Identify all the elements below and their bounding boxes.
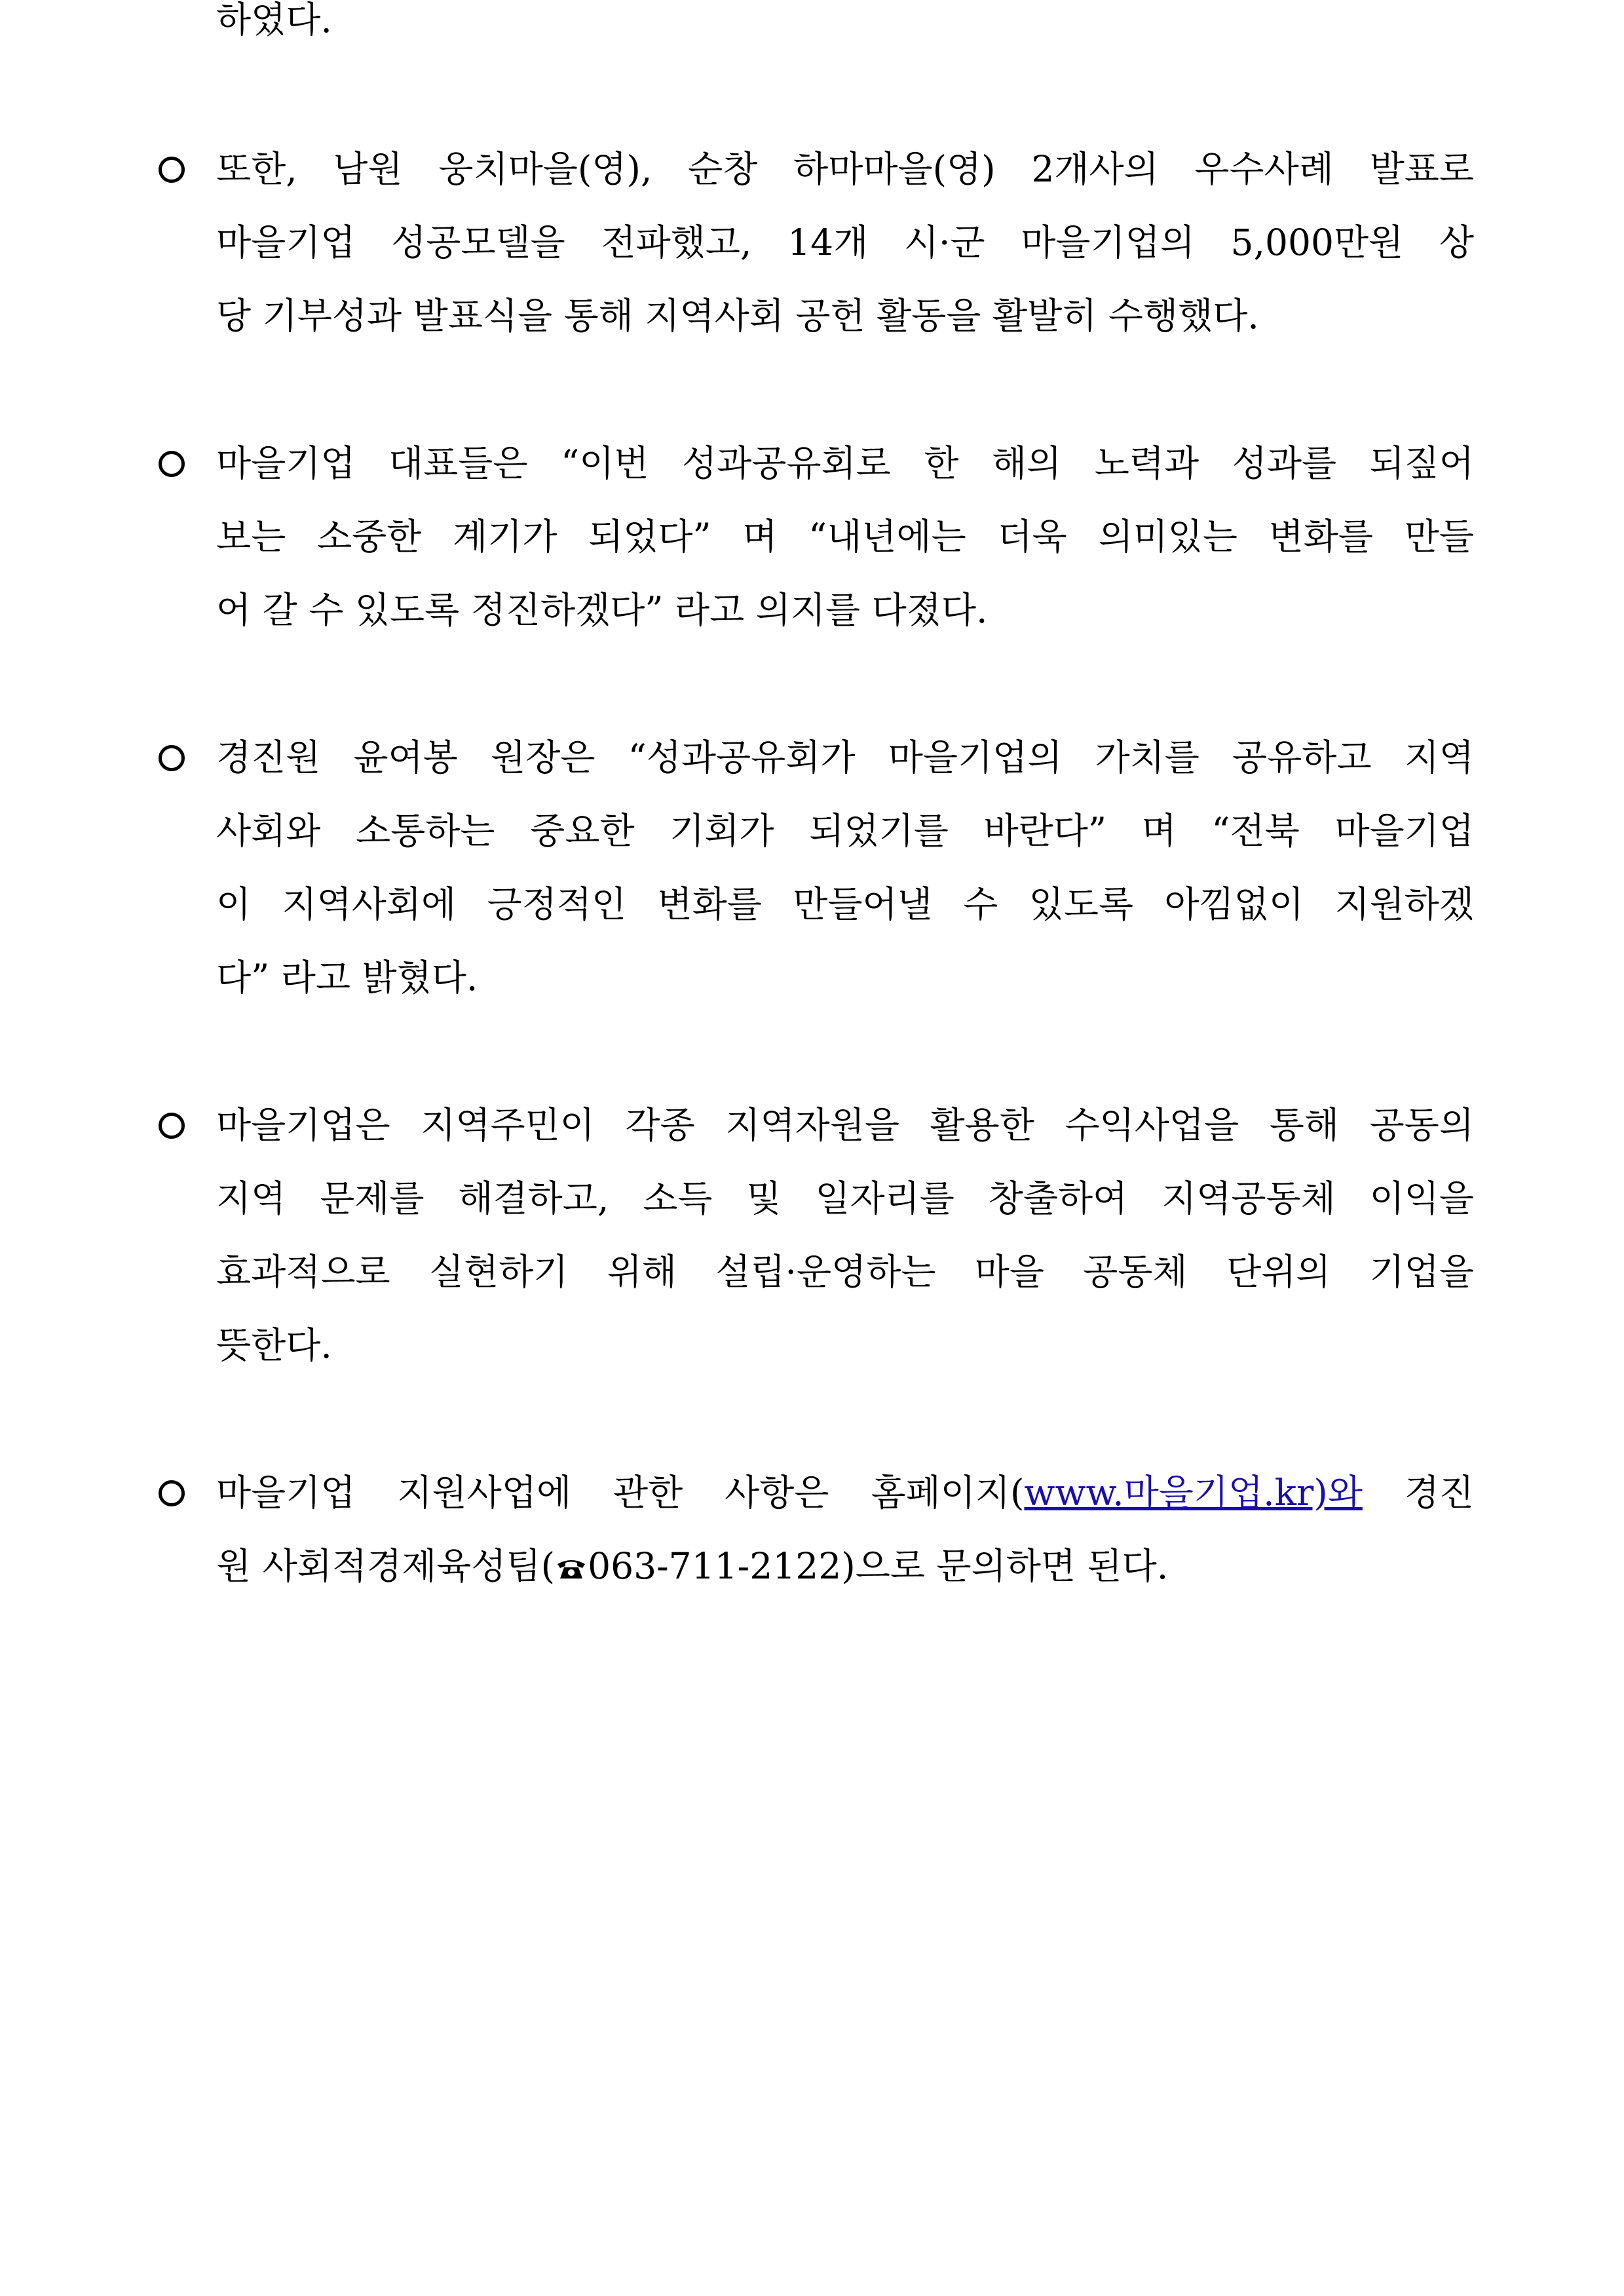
homepage-link[interactable]: www.마을기업.kr)와	[1024, 1472, 1363, 1514]
paragraph-2-line-3: 어 갈 수 있도록 정진하겠다” 라고 의지를 다졌다.	[216, 589, 988, 631]
paragraph-3-line-3: 이 지역사회에 긍정적인 변화를 만들어낼 수 있도록 아낌없이 지원하겠	[216, 883, 1474, 925]
paragraph-1-line-1: 또한, 남원 웅치마을(영), 순창 하마마을(영) 2개사의 우수사례 발표로	[216, 148, 1474, 190]
paragraph-4-line-3: 효과적으로 실현하기 위해 설립·운영하는 마을 공동체 단위의 기업을	[216, 1251, 1474, 1293]
paragraph-4-line-1: 마을기업은 지역주민이 각종 지역자원을 활용한 수익사업을 통해 공동의	[216, 1104, 1474, 1146]
paragraph-4-line-2: 지역 문제를 해결하고, 소득 및 일자리를 창출하여 지역공동체 이익을	[216, 1177, 1474, 1219]
paragraph-3-line-4: 다” 라고 밝혔다.	[216, 957, 478, 999]
bullet-circle-icon	[156, 731, 195, 784]
contact-text-before-link: 마을기업 지원사업에 관한 사항은 홈페이지(	[216, 1472, 1025, 1514]
phone-number: 063-711-2122	[588, 1545, 842, 1587]
contact-text-after-link: 경진	[1362, 1472, 1474, 1514]
paragraph-3-line-2: 사회와 소통하는 중요한 기회가 되었기를 바란다” 며 “전북 마을기업	[216, 810, 1474, 852]
bullet-circle-icon	[156, 1099, 195, 1151]
paragraph-2-line-2: 보는 소중한 계기가 되었다” 며 “내년에는 더욱 의미있는 변화를 만들	[216, 516, 1474, 558]
continuation-text: 하였다.	[216, 0, 332, 41]
bullet-circle-icon	[156, 143, 195, 195]
contact-line-1	[216, 1466, 1474, 1519]
contact-text-end: )으로 문의하면 된다.	[841, 1545, 1169, 1587]
paragraph-1-line-2: 마을기업 성공모델을 전파했고, 14개 시·군 마을기업의 5,000만원 상	[216, 221, 1474, 263]
paragraph-3-line-1: 경진원 윤여봉 원장은 “성과공유회가 마을기업의 가치를 공유하고 지역	[216, 737, 1474, 778]
paragraph-4-line-4: 뜻한다.	[216, 1324, 332, 1366]
bullet-circle-icon	[156, 437, 195, 489]
telephone-icon	[555, 1540, 588, 1592]
bullet-circle-icon	[156, 1466, 195, 1519]
paragraph-1-line-3: 당 기부성과 발표식을 통해 지역사회 공헌 활동을 활발히 수행했다.	[216, 295, 1259, 337]
team-name-text: 원 사회적경제육성팀(	[216, 1545, 556, 1587]
paragraph-2-line-1: 마을기업 대표들은 “이번 성과공유회로 한 해의 노력과 성과를 되짚어	[216, 442, 1474, 484]
contact-line-2	[216, 1540, 1474, 1592]
